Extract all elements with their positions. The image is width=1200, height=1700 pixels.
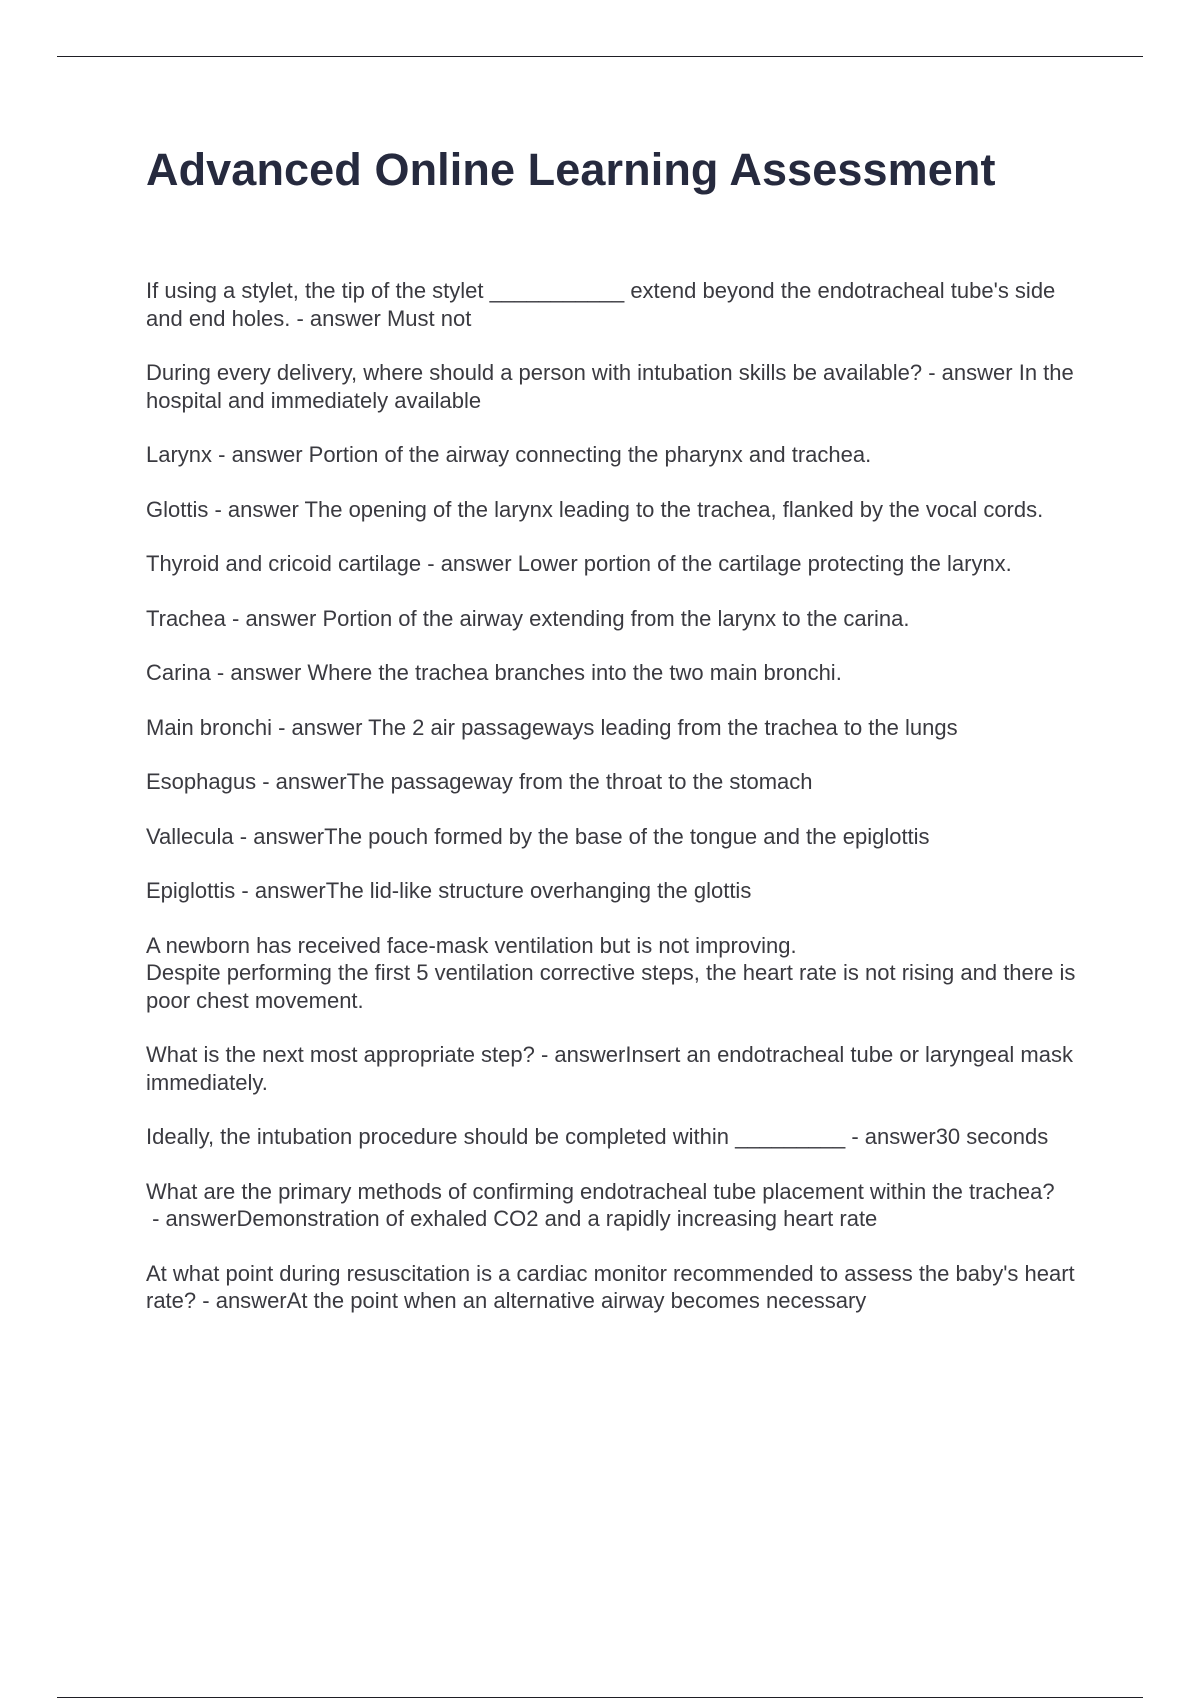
document-title: Advanced Online Learning Assessment — [146, 144, 996, 195]
qa-item — [146, 550, 1096, 578]
qa-answer: Insert an endotracheal tube or laryngeal mask immediately. — [146, 1042, 1073, 1095]
qa-answer: The opening of the larynx leading to the trachea, flanked by the vocal cords. — [304, 496, 1044, 522]
qa-item — [146, 659, 1096, 687]
qa-item — [146, 1123, 1096, 1151]
qa-answer: In the hospital and immediately available — [146, 360, 1074, 413]
qa-answer: At the point when an alternative airway becomes necessary — [286, 1288, 867, 1313]
qa-item — [146, 714, 1096, 742]
qa-question: At what point during resuscitation is a cardiac monitor recommended to assess the baby's heart rate? — [146, 1260, 1075, 1313]
qa-separator: - answer — [290, 305, 387, 331]
qa-item — [146, 823, 1096, 851]
qa-question: Trachea — [146, 605, 226, 631]
qa-item — [146, 768, 1096, 796]
qa-answer: Lower portion of the cartilage protecting the larynx. — [517, 551, 1012, 576]
qa-item — [146, 605, 1096, 633]
qa-answer: The pouch formed by the base of the tongue and the epiglottis — [324, 823, 930, 849]
document-body — [146, 140, 1096, 1342]
qa-item — [146, 877, 1096, 905]
qa-question: Esophagus — [146, 769, 257, 794]
qa-separator: - answer — [196, 1288, 287, 1313]
qa-item — [146, 359, 1096, 414]
qa-question: Larynx — [146, 442, 213, 467]
qa-question: Glottis — [146, 496, 209, 522]
qa-item — [146, 277, 1096, 332]
qa-question: Vallecula — [146, 823, 234, 849]
bottom-divider — [57, 1697, 1143, 1698]
qa-separator: - answer — [235, 878, 326, 903]
qa-item — [146, 1041, 1096, 1096]
qa-separator: - answer — [208, 496, 305, 522]
qa-answer: Demonstration of exhaled CO2 and a rapidly increasing heart rate — [236, 1206, 878, 1231]
qa-answer: Where the trachea branches into the two main bronchi. — [307, 660, 842, 685]
qa-question: Main bronchi — [146, 714, 272, 740]
qa-question: Ideally, the intubation procedure should be completed within _________ — [146, 1124, 846, 1149]
qa-list — [146, 277, 1096, 1315]
qa-question: What are the primary methods of confirming endotracheal tube placement within the trachea? — [146, 1178, 1055, 1204]
qa-separator: - answer — [845, 1124, 936, 1149]
qa-separator: - answer — [534, 1042, 626, 1067]
qa-item — [146, 1178, 1096, 1233]
qa-separator: - answer — [212, 442, 309, 467]
qa-answer: 30 seconds — [935, 1124, 1049, 1149]
qa-separator: - answer — [256, 769, 347, 794]
qa-item — [146, 441, 1096, 469]
qa-item — [146, 1260, 1096, 1315]
qa-separator: - answer — [233, 823, 325, 849]
qa-separator: - answer — [271, 714, 369, 740]
qa-separator: - answer — [225, 605, 323, 631]
qa-item — [146, 932, 1096, 1015]
qa-separator: - answer — [146, 1206, 237, 1231]
qa-separator: - answer — [210, 660, 308, 685]
qa-separator: - answer — [421, 551, 518, 576]
qa-answer: Portion of the airway extending from the larynx to the carina. — [322, 605, 910, 631]
qa-answer: The lid-like structure overhanging the glottis — [325, 878, 752, 903]
qa-question: During every delivery, where should a person with intubation skills be available? — [146, 360, 923, 385]
qa-answer: Portion of the airway connecting the pharynx and trachea. — [308, 442, 872, 467]
qa-question: A newborn has received face-mask ventilation but is not improving. Despite performing the first 5 ventilation corrective steps, the heart rate is not rising and there is poor chest movement. — [146, 932, 1076, 1013]
qa-question: Carina — [146, 660, 211, 685]
top-divider — [57, 56, 1143, 57]
qa-answer: The 2 air passageways leading from the trachea to the lungs — [368, 714, 958, 740]
qa-answer: Must not — [386, 305, 472, 331]
qa-item — [146, 496, 1096, 524]
qa-question: Thyroid and cricoid cartilage — [146, 551, 422, 576]
qa-question: Epiglottis — [146, 878, 236, 903]
qa-answer: The passageway from the throat to the stomach — [346, 769, 813, 794]
qa-question: If using a stylet, the tip of the stylet ___________ extend beyond the endotracheal tube's side and end holes. — [146, 278, 1056, 331]
qa-separator: - answer — [922, 360, 1019, 385]
qa-question: What is the next most appropriate step? — [146, 1042, 535, 1067]
